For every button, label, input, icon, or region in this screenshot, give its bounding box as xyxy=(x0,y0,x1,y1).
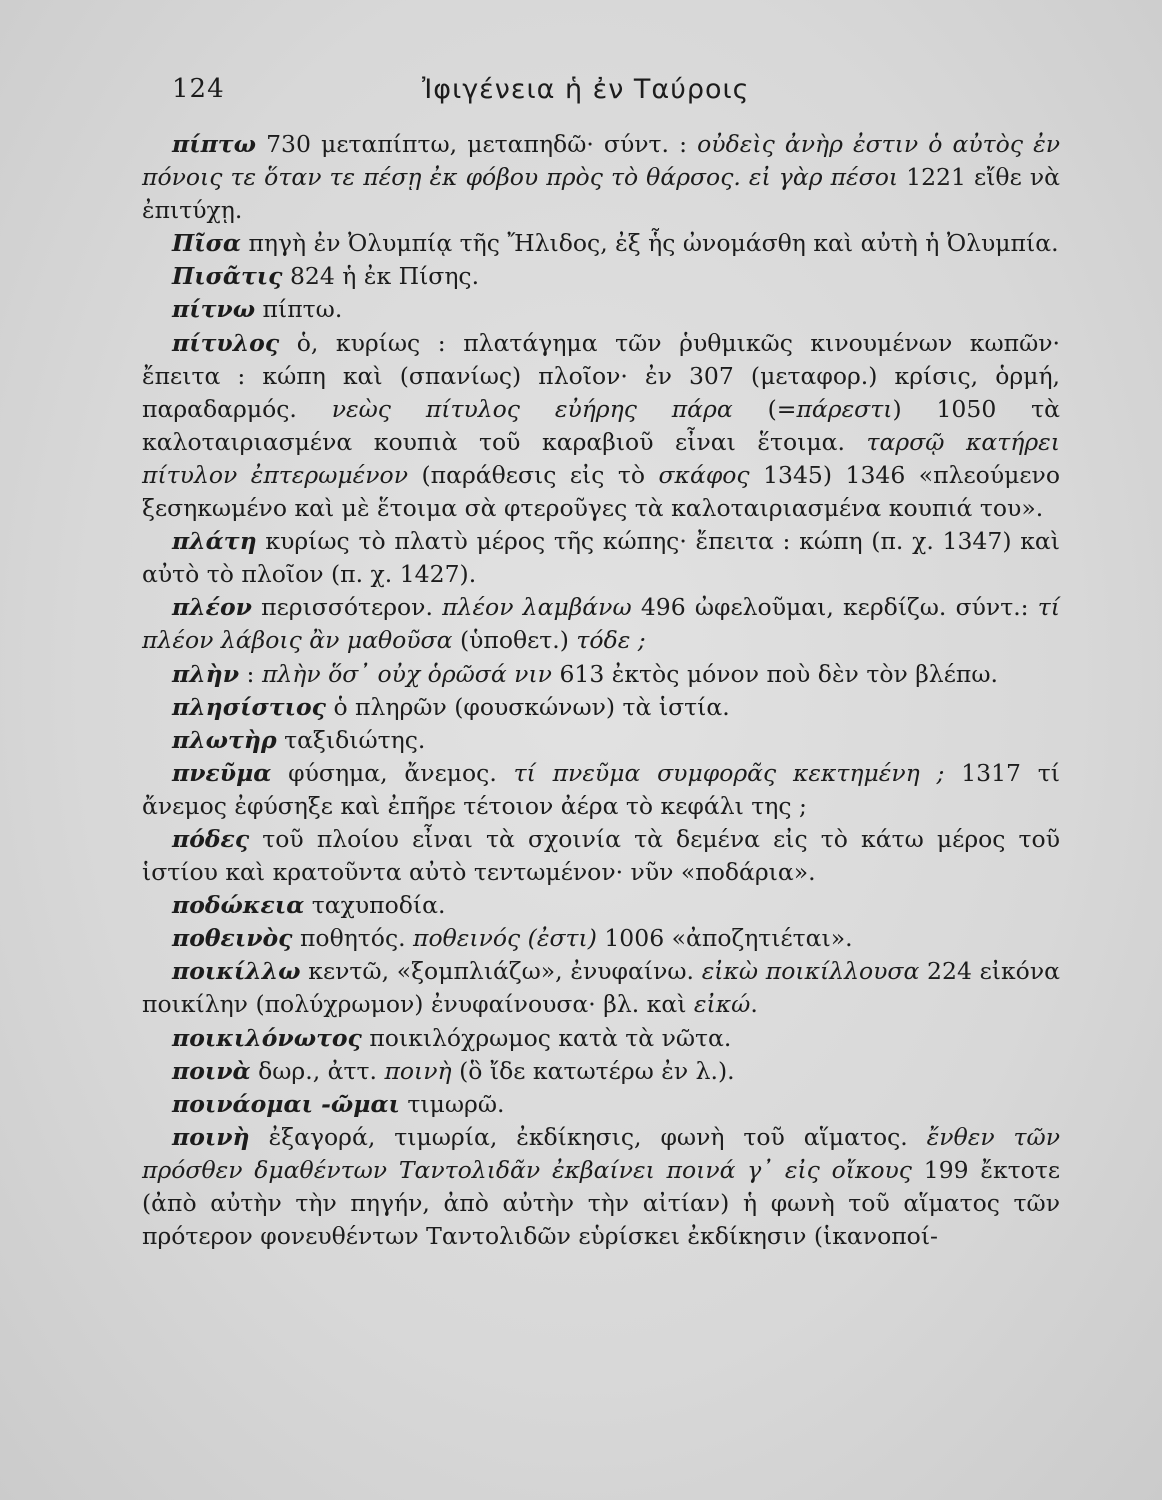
entry-text: ) 1050 τὰ καλοταιριασμένα κουπιὰ τοῦ καραβιοῦ εἶναι ἕτοιμα. xyxy=(142,394,1060,456)
entry-text: . xyxy=(750,990,758,1019)
glossary-entry xyxy=(142,922,1060,955)
entry-quote: τί πνεῦμα συμφορᾶς κεκτημένη ; xyxy=(513,758,945,787)
entry-headword: Πῖσα xyxy=(172,229,241,258)
entry-quote: πλὴν ὅσ᾽ οὐχ ὁρῶσά νιν xyxy=(261,659,552,688)
entry-headword: πνεῦμα xyxy=(172,758,272,787)
entry-text: τιμωρῶ. xyxy=(399,1089,505,1118)
entry-text: ποθητός. xyxy=(292,924,414,953)
glossary-entry xyxy=(142,260,1060,293)
running-title: Ἰφιγένεια ἡ ἐν Ταύροις xyxy=(422,74,750,105)
entry-text: πίπτω. xyxy=(255,295,343,324)
entry-text: (παράθεσις εἰς τὸ xyxy=(408,460,659,489)
entry-quote: ἔνθεν τῶν πρόσθεν δμαθέντων Ταντολιδᾶν ἐκβαίνει ποινά γ᾽ εἰς οἴκους xyxy=(142,1122,1060,1184)
glossary-entry xyxy=(142,293,1060,326)
entry-text: φύσημα, ἄνεμος. xyxy=(271,758,514,787)
entry-headword: πίτυλος xyxy=(172,328,280,357)
entry-text: ταξιδιώτης. xyxy=(276,725,426,754)
entry-text: 1006 «ἀποζητιέται». xyxy=(596,924,853,953)
entry-text: περισσότερον. xyxy=(251,593,443,622)
page-header xyxy=(172,74,1062,114)
entry-quote: ποινὴ xyxy=(384,1056,452,1085)
glossary-entry xyxy=(142,1121,1060,1253)
glossary-entry xyxy=(142,1022,1060,1055)
entry-headword: πίπτω xyxy=(172,130,256,158)
glossary-entry xyxy=(142,955,1060,1021)
entry-headword: ποθεινὸς xyxy=(172,924,293,953)
entry-text: ἐξαγορά, τιμωρία, ἐκδίκησις, φωνὴ τοῦ αἵματος. xyxy=(249,1122,927,1151)
glossary-entry xyxy=(142,724,1060,757)
entry-headword: πλὴν xyxy=(172,659,240,688)
glossary-entry xyxy=(142,658,1060,691)
entry-text: 730 μεταπίπτω, μεταπηδῶ· σύντ. : xyxy=(255,130,698,158)
entry-headword: πλάτη xyxy=(172,527,257,556)
glossary-entry xyxy=(142,1088,1060,1121)
entry-text: ποικιλόχρωμος κατὰ τὰ νῶτα. xyxy=(361,1023,732,1052)
entry-quote: πάρεστι xyxy=(796,394,893,423)
entry-headword: ποικίλλω xyxy=(172,957,301,986)
entry-text: κεντῶ, «ξομπλιάζω», ἐνυφαίνω. xyxy=(300,957,702,986)
entry-headword: ποινάομαι -ῶμαι xyxy=(172,1089,400,1118)
entry-quote: οὐδεὶς ἀνὴρ ἐστιν ὁ αὐτὸς ἐν πόνοις τε ὅταν τε πέσῃ ἐκ φόβου πρὸς τὸ θάρσος. εἰ γὰρ πέσοι xyxy=(142,130,1060,192)
entry-headword: πόδες xyxy=(172,824,250,853)
entry-text: πηγὴ ἐν Ὀλυμπίᾳ τῆς Ἤλιδος, ἐξ ἧς ὠνομάσθη καὶ αὐτὴ ἡ Ὀλυμπία. xyxy=(241,229,1059,258)
glossary-entry xyxy=(142,227,1060,260)
entry-text: ὁ, κυρίως : πλατάγημα τῶν ῥυθμικῶς κινουμένων κωπῶν· ἔπειτα : κώπη καὶ (σπανίως) πλοῖον· ἐν 307 (μεταφορ.) κρίσις, ὁρμή, παραδαρμός. xyxy=(142,328,1060,423)
entry-headword: ποδώκεια xyxy=(172,891,305,920)
entry-quote: πλέον λαμβάνω xyxy=(442,593,632,622)
entry-text: 613 ἐκτὸς μόνον ποὺ δὲν τὸν βλέπω. xyxy=(551,659,998,688)
entry-text: : xyxy=(239,659,262,688)
entry-headword: ποινὰ xyxy=(172,1056,251,1085)
entry-text: (ὑποθετ.) xyxy=(452,626,577,655)
entry-text: ταχυποδία. xyxy=(304,891,446,920)
entry-text: ὁ πληρῶν (φουσκώνων) τὰ ἱστία. xyxy=(325,692,730,721)
entry-text: 199 ἔκτοτε (ἀπὸ αὐτὴν τὴν πηγήν, ἀπὸ αὐτὴν τὴν αἰτίαν) ἡ φωνὴ τοῦ αἵματος τῶν πρότερον φονευθέντων Ταντολιδῶν εὑρίσκει ἐκδίκησιν (ἱκανοποί- xyxy=(142,1155,1061,1251)
glossary-text xyxy=(142,128,1060,1253)
entry-quote: ταρσῷ κατήρει πίτυλον ἐπτερωμένον xyxy=(142,427,1060,489)
entry-text: 1345) 1346 «πλεούμενο ξεσηκωμένο καὶ μὲ ἕτοιμα σὰ φτεροῦγες τὰ καλοταιριασμένα κουπιά του». xyxy=(142,460,1060,523)
entry-headword: ποικιλόνωτος xyxy=(172,1023,362,1052)
entry-quote: ποθεινός (ἐστι) xyxy=(413,924,597,953)
entry-text: 496 ὠφελοῦμαι, κερδίζω. σύντ.: xyxy=(631,593,1038,622)
entry-text: 224 εἰκόνα ποικίλην (πολύχρωμον) ἐνυφαίνουσα· βλ. καὶ xyxy=(142,957,1060,1019)
entry-text: (= xyxy=(732,394,797,423)
glossary-entry xyxy=(142,823,1060,889)
entry-headword: πλησίστιος xyxy=(172,692,326,721)
entry-quote: σκάφος xyxy=(658,460,750,489)
entry-headword: ποινὴ xyxy=(172,1122,250,1151)
entry-text: κυρίως τὸ πλατὺ μέρος τῆς κώπης· ἔπειτα : κώπη (π. χ. 1347) καὶ αὐτὸ τὸ πλοῖον (π. χ. 1427). xyxy=(142,527,1060,589)
glossary-entry xyxy=(142,525,1060,591)
entry-headword: Πισᾶτις xyxy=(172,262,283,291)
entry-quote: τί πλέον λάβοις ἂν μαθοῦσα xyxy=(142,593,1060,655)
glossary-entry xyxy=(142,1055,1060,1088)
entry-quote: τόδε ; xyxy=(576,626,646,655)
entry-text: 824 ἡ ἐκ Πίσης. xyxy=(282,262,480,291)
entry-text: 1221 εἴθε νὰ ἐπιτύχῃ. xyxy=(142,163,1060,225)
glossary-entry xyxy=(142,128,1060,227)
entry-quote: εἰκὼ ποικίλλουσα xyxy=(701,957,920,986)
entry-quote: εἰκώ xyxy=(693,990,751,1019)
page-number: 124 xyxy=(172,74,225,104)
glossary-entry xyxy=(142,757,1060,823)
entry-text: τοῦ πλοίου εἶναι τὰ σχοινία τὰ δεμένα εἰς τὸ κάτω μέρος τοῦ ἱστίου καὶ κρατοῦντα αὐτὸ τεντωμένον· νῦν «ποδάρια». xyxy=(142,824,1060,887)
glossary-entry xyxy=(142,327,1060,526)
entry-text: δωρ., ἀττ. xyxy=(250,1056,385,1085)
entry-text: (ὃ ἴδε κατωτέρω ἐν λ.). xyxy=(451,1056,735,1085)
glossary-entry xyxy=(142,691,1060,724)
entry-text: 1317 τί ἄνεμος ἐφύσηξε καὶ ἐπῆρε τέτοιον ἀέρα τὸ κεφάλι της ; xyxy=(142,758,1061,820)
entry-headword: πλωτὴρ xyxy=(172,725,277,754)
entry-quote: νεὼς πίτυλος εὐήρης πάρα xyxy=(331,394,733,423)
glossary-entry xyxy=(142,889,1060,922)
entry-headword: πίτνω xyxy=(172,295,256,324)
glossary-entry xyxy=(142,591,1060,657)
entry-headword: πλέον xyxy=(172,593,252,622)
